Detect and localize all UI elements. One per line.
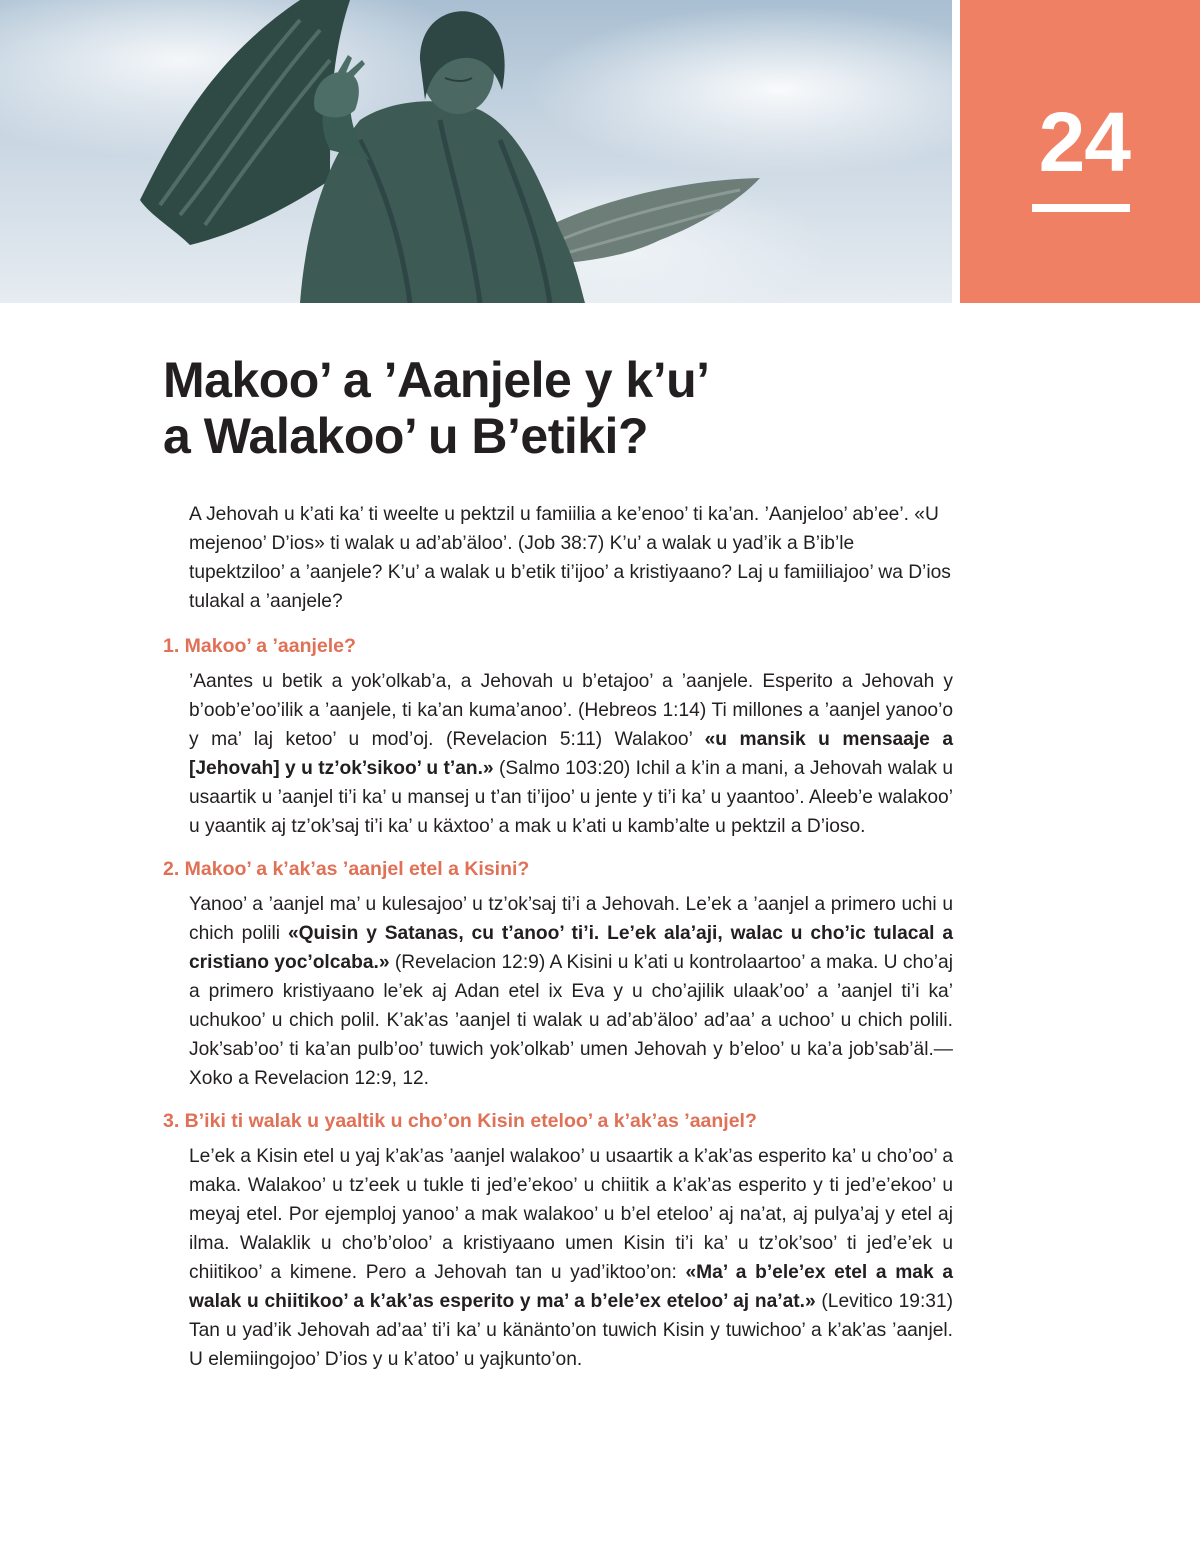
- answer-text: (Salmo 103:20) Ichil a k’in a mani, a Jehovah walak u usaartik u ’aanjel ti’i ka’ u mansej u t’an ti’ijoo’ u jente y ti’i ka’ u yaantoo’. Aleeb’e walakoo’ u yaantik aj tz’ok’saj ti’i ka’ u käxtoo’ a mak u k’ati u kamb’alte u pektzil a D’ioso.: [189, 758, 954, 837]
- question-2-heading: 2. Makoo’ a k’ak’as ’aanjel etel a Kisini?: [163, 858, 530, 880]
- page-title-line-1: Makoo’ a ’Aanjele y k’u’: [163, 352, 710, 408]
- hero-image: [0, 0, 952, 303]
- answer-text: (Levitico 19:31) Tan u yad’ik Jehovah ad’aa’ ti’i ka’ u känänto’on tuwich Kisin y tuwichoo’ a k’ak’as ’aanjel. U elemiingojoo’ D’ios y u k’atoo’ u yajkunto’on.: [189, 1291, 954, 1370]
- lesson-content: [163, 500, 953, 1388]
- question-3-heading: 3. B’iki ti walak u yaaltik u cho’on Kisin eteloo’ a k’ak’as ’aanjel?: [163, 1110, 757, 1132]
- answer-text: ’Aantes u betik a yok’olkab’a, a Jehovah u b’etajoo’ a ’aanjele. Esperito a Jehovah y b’oob’e’oo’ilik a ’aanjele, ti ka’an kuma’anoo’. (Hebreos 1:14) Ti millones a ’aanjel yanoo’o y ma’ laj ketoo’ u mod’oj. (Revelacion 5:11) Walakoo’: [189, 671, 953, 750]
- chapter-underline: [1032, 204, 1130, 212]
- answer-quote: «Quisin y Satanas, cu t’anoo’ ti’i. Le’ek ala’aji, walac u cho’ic tulacal a cristiano yoc’olcaba.»: [189, 923, 953, 973]
- intro-paragraph: A Jehovah u k’ati ka’ ti weelte u pektzil u famiilia a ke’enoo’ ti ka’an. ’Aanjeloo’ ab’ee’. «U mejenoo’ D’ios» ti walak u ad’ab’äloo’. (Job 38:7) K’u’ a walak u yad’ik a B’ib’le tupektziloo’ a ’aanjele? K’u’ a walak u b’etik ti’ijoo’ a kristiyaano? Laj u famiiliajoo’ wa D’ios tulakal a ’aanjele?: [189, 504, 951, 612]
- question-1-heading: 1. Makoo’ a ’aanjele?: [163, 635, 356, 657]
- answer-text: Le’ek a Kisin etel u yaj k’ak’as ’aanjel walakoo’ u usaartik a k’ak’as esperito ka’ u cho’oo’ a maka. Walakoo’ u tz’eek u tukle ti jed’e’ekoo’ u chiitik a k’ak’as esperito y ti jed’e’ekoo’ u meyaj etel. Por ejemploj yanoo’ a mak walakoo’ u b’el eteloo’ aj na’at, aj pulya’aj y etel aj ilma. Walaklik u cho’b’oloo’ a kristiyaano umen Kisin ti’i ka’ u tz’ok’soo’ ti jed’e’ek u chiitikoo’ a kimene. Pero a Jehovah tan u yad’iktoo’on:: [189, 1146, 953, 1283]
- answer-quote: «Ma’ a b’ele’ex etel a mak a walak u chiitikoo’ a k’ak’as esperito y ma’ a b’ele’ex eteloo’ aj na’at.»: [189, 1262, 953, 1312]
- page-title-line-2: a Walakoo’ u B’etiki?: [163, 408, 648, 464]
- page-title: [163, 352, 963, 464]
- question-2-answer: [189, 890, 953, 1093]
- question-3-answer: [189, 1142, 953, 1374]
- angel-statue-icon: [0, 0, 952, 303]
- answer-text: Yanoo’ a ’aanjel ma’ u kulesajoo’ u tz’ok’saj ti’i a Jehovah. Le’ek a ’aanjel a primero uchi u chich polili: [189, 894, 953, 944]
- answer-quote: «u mansik u mensaaje a [Jehovah] y u tz’ok’sikoo’ u t’an.»: [189, 729, 953, 779]
- question-1-answer: [189, 667, 953, 841]
- chapter-number: 24: [1038, 95, 1130, 189]
- chapter-marker: [960, 0, 1200, 303]
- answer-text: (Revelacion 12:9) A Kisini u k’ati u kontrolaartoo’ a maka. U cho’aj a primero kristiyaano le’ek aj Adan etel ix Eva y u cho’ajilik ulaak’oo’ a ’aanjel ti’i ka’ uchukoo’ u chich polil. K’ak’as ’aanjel ti walak u ad’ab’äloo’ ad’aa’ a uchoo’ u chich polili. Jok’sab’oo’ ti ka’an pulb’oo’ tuwich yok’olkab’ umen Jehovah y b’eloo’ u ka’a job’sab’äl.—Xoko a Revelacion 12:9, 12.: [189, 952, 953, 1089]
